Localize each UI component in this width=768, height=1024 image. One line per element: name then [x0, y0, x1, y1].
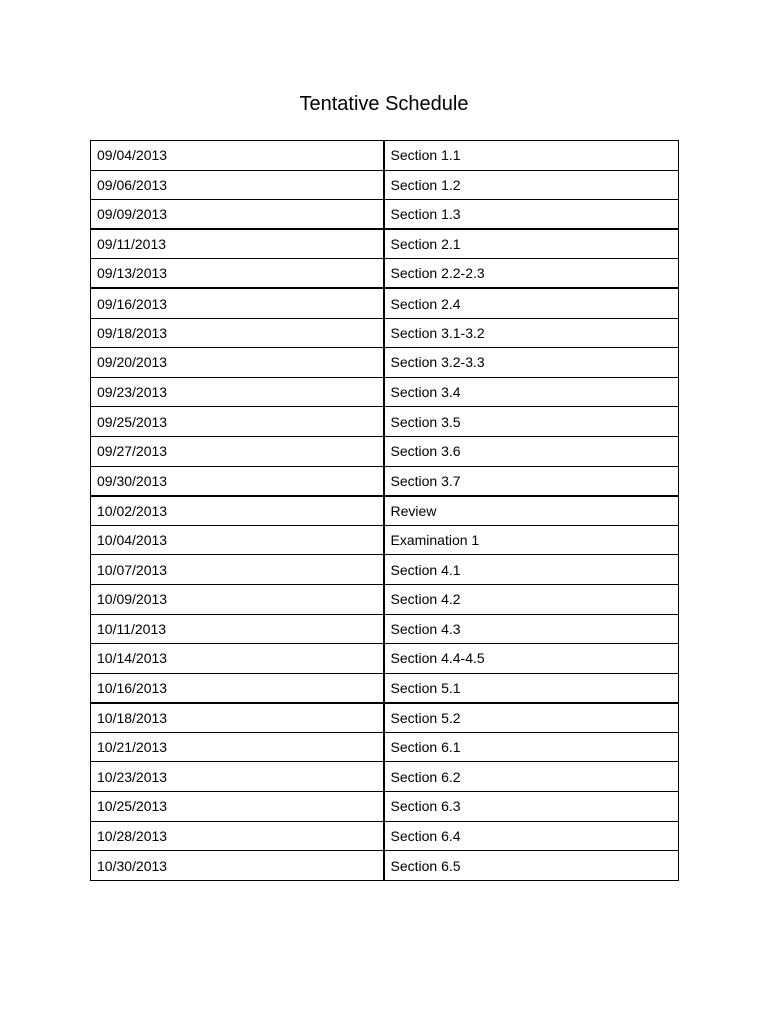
date-cell: 09/16/2013 [91, 288, 384, 318]
topic-cell: Section 3.2-3.3 [384, 348, 679, 378]
date-cell: 09/09/2013 [91, 200, 384, 230]
table-row [91, 644, 679, 674]
date-cell: 09/30/2013 [91, 466, 384, 496]
table-row [91, 762, 679, 792]
table-row [91, 200, 679, 230]
topic-cell: Section 6.3 [384, 792, 679, 822]
date-cell: 09/20/2013 [91, 348, 384, 378]
table-row [91, 466, 679, 496]
topic-cell: Section 3.5 [384, 407, 679, 437]
date-cell: 09/23/2013 [91, 377, 384, 407]
date-cell: 09/27/2013 [91, 436, 384, 466]
schedule-table [90, 140, 679, 881]
topic-cell: Section 3.4 [384, 377, 679, 407]
table-row [91, 229, 679, 259]
table-row [91, 555, 679, 585]
table-row [91, 851, 679, 881]
table-row [91, 584, 679, 614]
table-row [91, 259, 679, 289]
date-cell: 10/30/2013 [91, 851, 384, 881]
topic-cell: Section 1.3 [384, 200, 679, 230]
date-cell: 10/23/2013 [91, 762, 384, 792]
date-cell: 10/25/2013 [91, 792, 384, 822]
topic-cell: Section 4.2 [384, 584, 679, 614]
date-cell: 09/13/2013 [91, 259, 384, 289]
date-cell: 09/25/2013 [91, 407, 384, 437]
date-cell: 10/11/2013 [91, 614, 384, 644]
topic-cell: Section 3.7 [384, 466, 679, 496]
topic-cell: Section 1.2 [384, 170, 679, 200]
date-cell: 10/14/2013 [91, 644, 384, 674]
topic-cell: Examination 1 [384, 525, 679, 555]
date-cell: 09/11/2013 [91, 229, 384, 259]
topic-cell: Review [384, 496, 679, 526]
topic-cell: Section 4.4-4.5 [384, 644, 679, 674]
date-cell: 10/28/2013 [91, 821, 384, 851]
topic-cell: Section 1.1 [384, 141, 679, 171]
date-cell: 10/21/2013 [91, 732, 384, 762]
date-cell: 10/16/2013 [91, 673, 384, 703]
topic-cell: Section 4.3 [384, 614, 679, 644]
table-row [91, 792, 679, 822]
table-row [91, 407, 679, 437]
table-row [91, 318, 679, 348]
topic-cell: Section 2.1 [384, 229, 679, 259]
table-row [91, 288, 679, 318]
table-row [91, 348, 679, 378]
table-row [91, 436, 679, 466]
date-cell: 09/18/2013 [91, 318, 384, 348]
table-row [91, 703, 679, 733]
table-row [91, 732, 679, 762]
topic-cell: Section 3.6 [384, 436, 679, 466]
date-cell: 10/18/2013 [91, 703, 384, 733]
topic-cell: Section 6.1 [384, 732, 679, 762]
table-row [91, 496, 679, 526]
topic-cell: Section 5.2 [384, 703, 679, 733]
date-cell: 10/04/2013 [91, 525, 384, 555]
table-row [91, 673, 679, 703]
date-cell: 09/04/2013 [91, 141, 384, 171]
topic-cell: Section 6.5 [384, 851, 679, 881]
date-cell: 10/09/2013 [91, 584, 384, 614]
topic-cell: Section 6.2 [384, 762, 679, 792]
table-row [91, 141, 679, 171]
topic-cell: Section 6.4 [384, 821, 679, 851]
topic-cell: Section 2.2-2.3 [384, 259, 679, 289]
topic-cell: Section 3.1-3.2 [384, 318, 679, 348]
date-cell: 10/07/2013 [91, 555, 384, 585]
table-row [91, 170, 679, 200]
table-row [91, 377, 679, 407]
date-cell: 09/06/2013 [91, 170, 384, 200]
topic-cell: Section 2.4 [384, 288, 679, 318]
topic-cell: Section 4.1 [384, 555, 679, 585]
topic-cell: Section 5.1 [384, 673, 679, 703]
table-row [91, 821, 679, 851]
date-cell: 10/02/2013 [91, 496, 384, 526]
page-title: Tentative Schedule [299, 93, 469, 115]
table-row [91, 525, 679, 555]
table-row [91, 614, 679, 644]
